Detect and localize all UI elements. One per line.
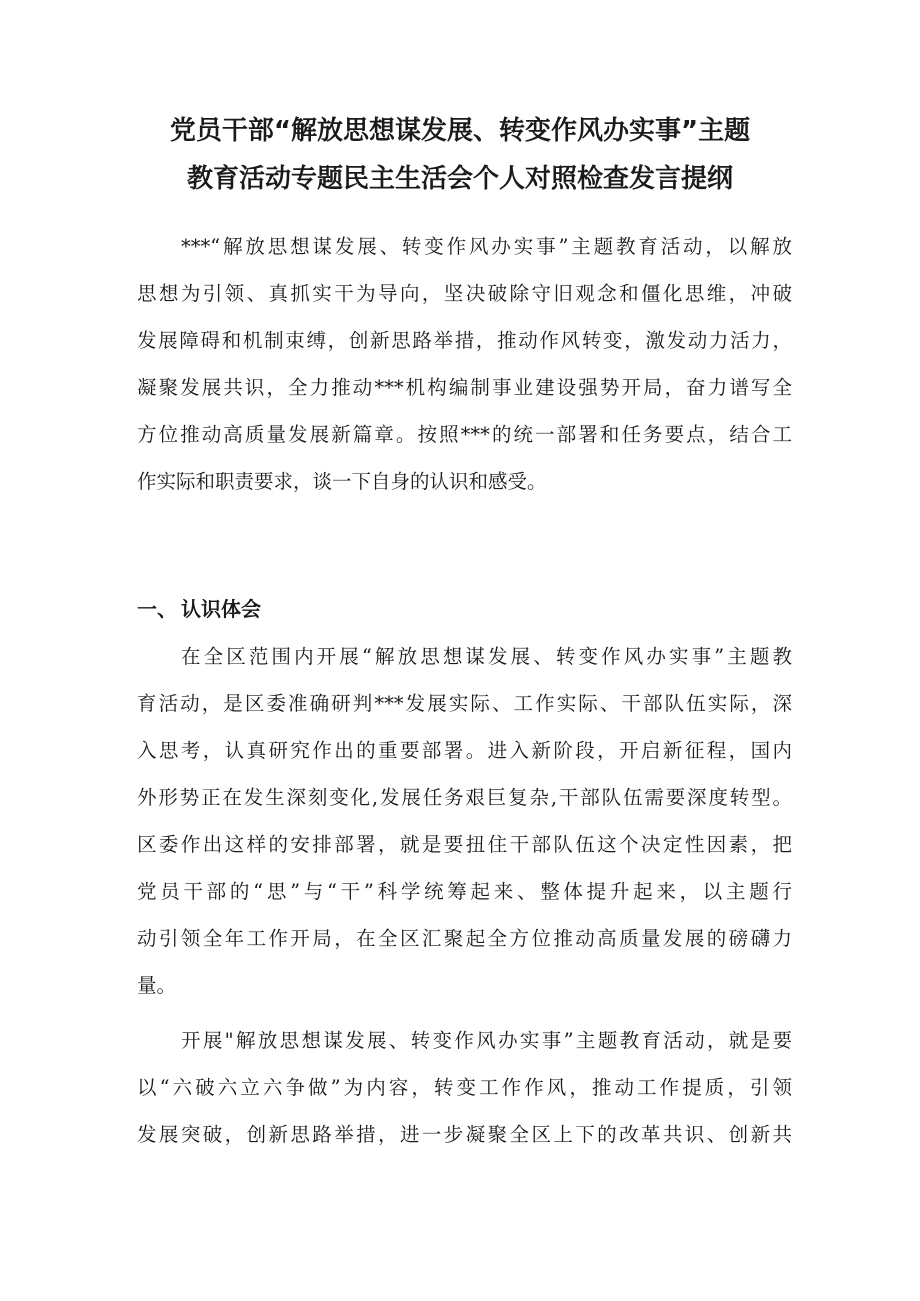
- paragraph-line: 方位推动高质量发展新篇章。按照***的统一部署和任务要点，结合工: [137, 423, 792, 446]
- paragraph-line: 凝聚发展共识，全力推动***机构编制事业建设强势开局，奋力谱写全: [137, 376, 792, 399]
- paragraph-line: 区委作出这样的安排部署，就是要扭住干部队伍这个决定性因素，把: [137, 833, 792, 856]
- intro-paragraph: [137, 223, 792, 505]
- paragraph-line: ***“解放思想谋发展、转变作风办实事”主题教育活动，以解放: [181, 235, 792, 258]
- paragraph-line: 发展突破，创新思路举措，进一步凝聚全区上下的改革共识、创新共: [137, 1123, 792, 1146]
- paragraph-line: 在全区范围内开展“解放思想谋发展、转变作风办实事”主题教: [181, 645, 792, 668]
- section-paragraph-2: [137, 1017, 792, 1158]
- paragraph-line: 量。: [137, 974, 177, 997]
- paragraph-line: 发展障碍和机制束缚，创新思路举措，推动作风转变，激发动力活力，: [137, 329, 792, 352]
- paragraph-line: 育活动，是区委准确研判***发展实际、工作实际、干部队伍实际，深: [137, 692, 792, 715]
- section-paragraph-1: [137, 633, 792, 1009]
- paragraph-line: 入思考，认真研究作出的重要部署。进入新阶段，开启新征程，国内: [137, 739, 792, 762]
- section-heading: [137, 586, 261, 633]
- paragraph-line: 思想为引领、真抓实干为导向，坚决破除守旧观念和僵化思维，冲破: [137, 282, 792, 305]
- paragraph-line: 作实际和职责要求，谈一下自身的认识和感受。: [137, 470, 547, 493]
- paragraph-line: 开展"解放思想谋发展、转变作风办实事”主题教育活动，就是要: [181, 1029, 792, 1052]
- section-number: 一、: [137, 597, 177, 621]
- paragraph-line: 动引领全年工作开局，在全区汇聚起全方位推动高质量发展的磅礴力: [137, 927, 792, 950]
- paragraph-line: 党员干部的“思”与“干”科学统筹起来、整体提升起来，以主题行: [137, 880, 792, 903]
- document-title-line-2: 教育活动专题民主生活会个人对照检查发言提纲: [186, 164, 733, 194]
- paragraph-line: 外形势正在发生深刻变化,发展任务艰巨复杂,干部队伍需要深度转型。: [137, 786, 792, 809]
- paragraph-line: 以“六破六立六争做”为内容，转变工作作风，推动工作提质，引领: [137, 1076, 792, 1099]
- document-title-line-1: 党员干部“解放思想谋发展、转变作风办实事”主题: [169, 116, 751, 146]
- section-heading-text: 认识体会: [181, 597, 261, 621]
